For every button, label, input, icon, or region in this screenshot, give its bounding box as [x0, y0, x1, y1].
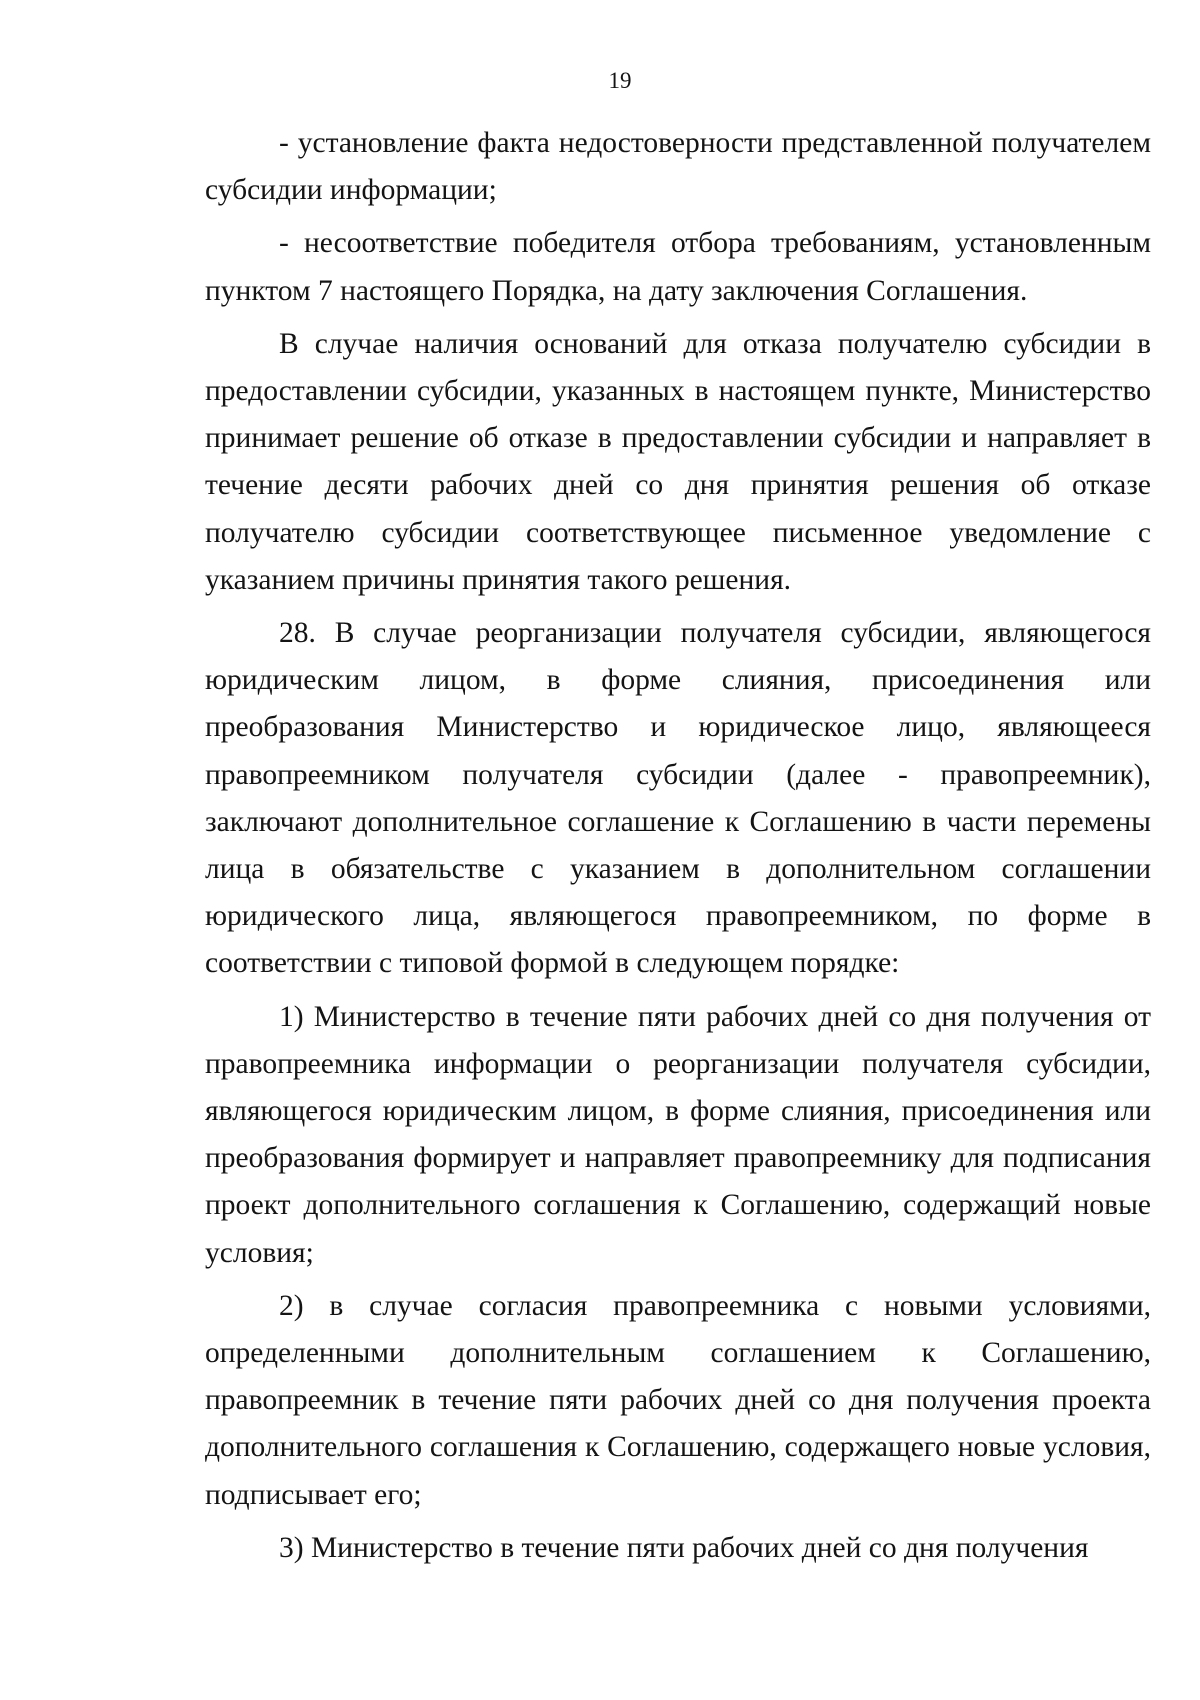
paragraph-step-3: 3) Министерство в течение пяти рабочих дней со дня получения: [279, 1531, 1089, 1564]
paragraph-item-nonconformity: - несоответствие победителя отбора требованиям, установленным пунктом 7 настоящего Порядка, на дату заключения Соглашения.: [205, 227, 1151, 307]
paragraph-refusal-grounds: В случае наличия оснований для отказа получателю субсидии в предоставлении субсидии, указанных в настоящем пункте, Министерство принимает решение об отказе в предоставлении субсидии и направляет в течение десяти рабочих дней со дня принятия решения об отказе получателю субсидии соответствующее письменное уведомление с указанием причины принятия такого решения.: [205, 327, 1151, 596]
page-number: 19: [608, 68, 632, 93]
document-body: [205, 120, 1151, 1572]
paragraph-step-1: 1) Министерство в течение пяти рабочих дней со дня получения от правопреемника информации о реорганизации получателя субсидии, являющегося юридическим лицом, в форме слияния, присоединения или преобразования формирует и направляет правопреемнику для подписания проект дополнительного соглашения к Соглашению, содержащий новые условия;: [205, 1000, 1151, 1269]
paragraph-28-reorganization: 28. В случае реорганизации получателя субсидии, являющегося юридическим лицом, в форме слияния, присоединения или преобразования Министерство и юридическое лицо, являющееся правопреемником получателя субсидии (далее - правопреемник), заключают дополнительное соглашение к Соглашению в части перемены лица в обязательстве с указанием в дополнительном соглашении юридического лица, являющегося правопреемником, по форме в соответствии с типовой формой в следующем порядке:: [205, 617, 1151, 980]
paragraph-step-2: 2) в случае согласия правопреемника с новыми условиями, определенными дополнительным соглашением к Соглашению, правопреемник в течение пяти рабочих дней со дня получения проекта дополнительного соглашения к Соглашению, содержащего новые условия, подписывает его;: [205, 1289, 1151, 1511]
paragraph-item-fact-unreliability: - установление факта недостоверности представленной получателем субсидии информации;: [205, 127, 1151, 207]
